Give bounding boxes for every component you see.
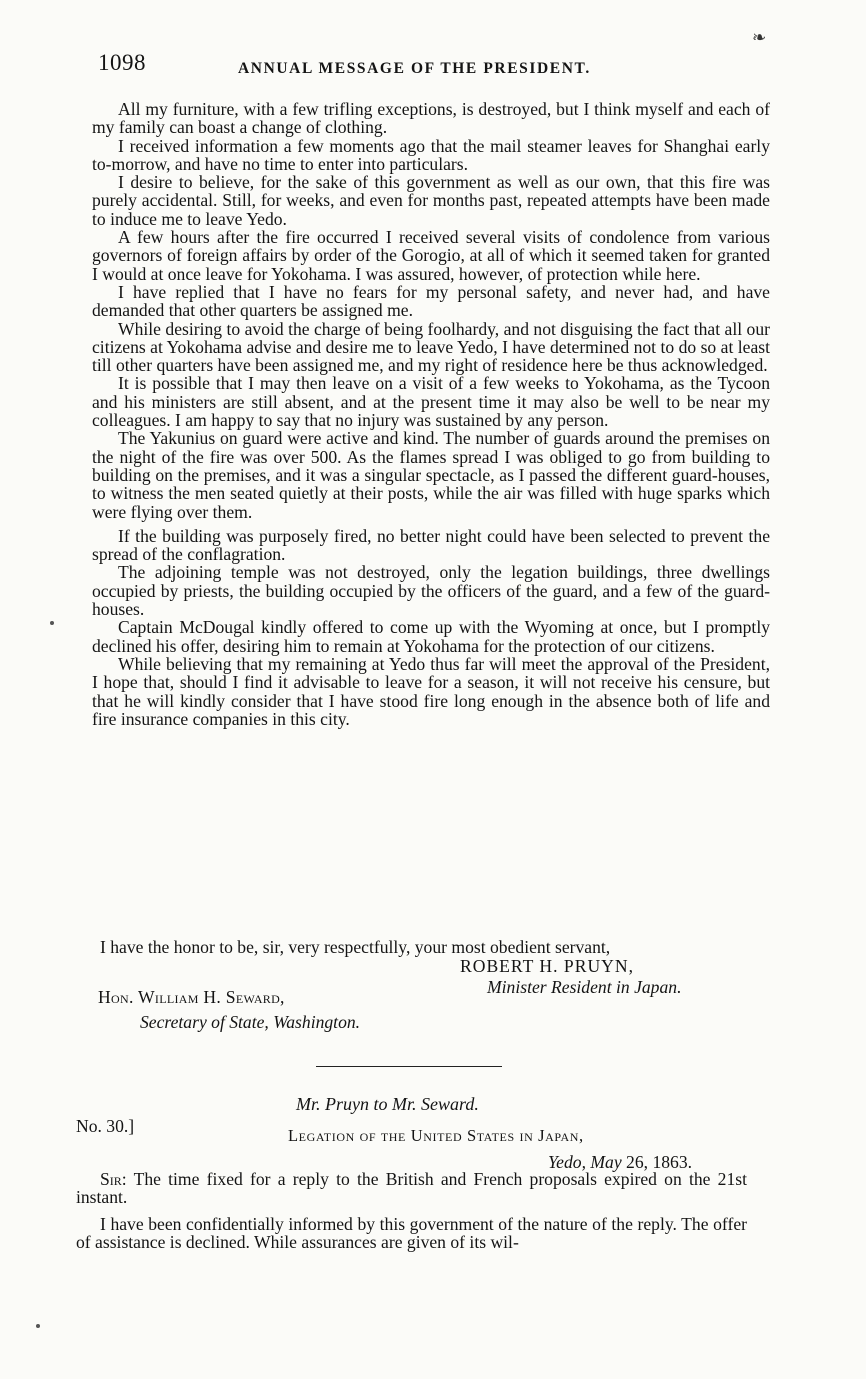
dispatch-number: No. 30.]	[76, 1116, 135, 1136]
dateline-date: 26, 1863.	[626, 1152, 693, 1172]
salutation: Sir:	[100, 1169, 127, 1189]
margin-speck-icon	[50, 621, 54, 625]
paragraph: While desiring to avoid the charge of being foolhardy, and not disguising the fact that all our citizens at Yokohama advise and desire me to leave Yedo, I have determined not to do so at least till other quarters have been assigned me, and my right of residence here be thus acknowledged.	[92, 318, 770, 376]
paragraph: While believing that my remaining at Yedo thus far will meet the approval of the President, I hope that, should I find it advisable to leave for a season, it will not receive his censure, but that he will kindly consider that I have stood fire long enough in the absence both of life and fire insurance companies in this city.	[92, 653, 770, 729]
paragraph: The adjoining temple was not destroyed, only the legation buildings, three dwellings occupied by priests, the building occupied by the officers of the guard, and a few of the guard-houses.	[92, 562, 770, 620]
paragraph: I have replied that I have no fears for my personal safety, and never had, and have demanded that other quarters be assigned me.	[92, 281, 770, 321]
letter-body	[92, 100, 770, 728]
addressee-name: Hon. William H. Seward,	[98, 987, 285, 1007]
paragraph: Captain McDougal kindly offered to come up with the Wyoming at once, but I promptly declined his offer, desiring him to remain at Yokohama for the protection of our citizens.	[92, 617, 770, 656]
signer-name: ROBERT H. PRUYN,	[460, 956, 634, 976]
section-divider	[316, 1066, 502, 1067]
running-head: ANNUAL MESSAGE OF THE PRESIDENT.	[238, 60, 591, 77]
paragraph: I desire to believe, for the sake of this government as well as our own, that this fire was purely accidental. Still, for weeks, and even for months past, repeated attempts have been made to induce me to leave Yedo.	[92, 172, 770, 229]
signer-title: Minister Resident in Japan.	[487, 977, 682, 997]
paragraph: All my furniture, with a few trifling exceptions, is destroyed, but I think myself and each of my family can boast a change of clothing.	[92, 99, 770, 138]
corner-mark-icon: ❧	[752, 28, 767, 47]
paragraph	[76, 1170, 747, 1207]
addressee-title: Secretary of State, Washington.	[140, 1012, 361, 1032]
dateline-place: Yedo, May	[548, 1152, 622, 1172]
complimentary-close: I have the honor to be, sir, very respectfully, your most obedient servant,	[100, 937, 611, 957]
letter-heading: Mr. Pruyn to Mr. Seward.	[296, 1094, 479, 1114]
paragraph-text: The time fixed for a reply to the British and French proposals expired on the 21st instant.	[76, 1169, 747, 1208]
next-letter-body	[76, 1170, 747, 1251]
margin-speck-icon	[36, 1324, 40, 1328]
paragraph: It is possible that I may then leave on a visit of a few weeks to Yokohama, as the Tycoon and his ministers are still absent, and at the present time it may also be well to be near my colleagues. I am happy to say that no injury was sustained by any person.	[92, 373, 770, 431]
paragraph: If the building was purposely fired, no better night could have been selected to prevent the spread of the conflagration.	[92, 525, 770, 565]
legation-line: Legation of the United States in Japan,	[288, 1126, 584, 1145]
paragraph: I received information a few moments ago that the mail steamer leaves for Shanghai early to-morrow, and have no time to enter into particulars.	[92, 135, 770, 174]
paragraph: I have been confidentially informed by this government of the nature of the reply. The offer of assistance is declined. While assurances are given of its wil-	[76, 1213, 747, 1252]
paragraph: A few hours after the fire occurred I received several visits of condolence from various governors of foreign affairs by order of the Gorogio, at all of which it seemed taken for granted I would at once leave for Yokohama. I was assured, however, of protection while here.	[92, 227, 770, 284]
page-number: 1098	[98, 50, 146, 75]
paragraph: The Yakunius on guard were active and kind. The number of guards around the premises on the night of the fire was over 500. As the flames spread I was obliged to go from building to building on the premises, and it was a singular spectacle, as I passed the different guard-houses, to witness the men seated quietly at their posts, while the air was filled with huge sparks which were flying over them.	[92, 428, 770, 522]
